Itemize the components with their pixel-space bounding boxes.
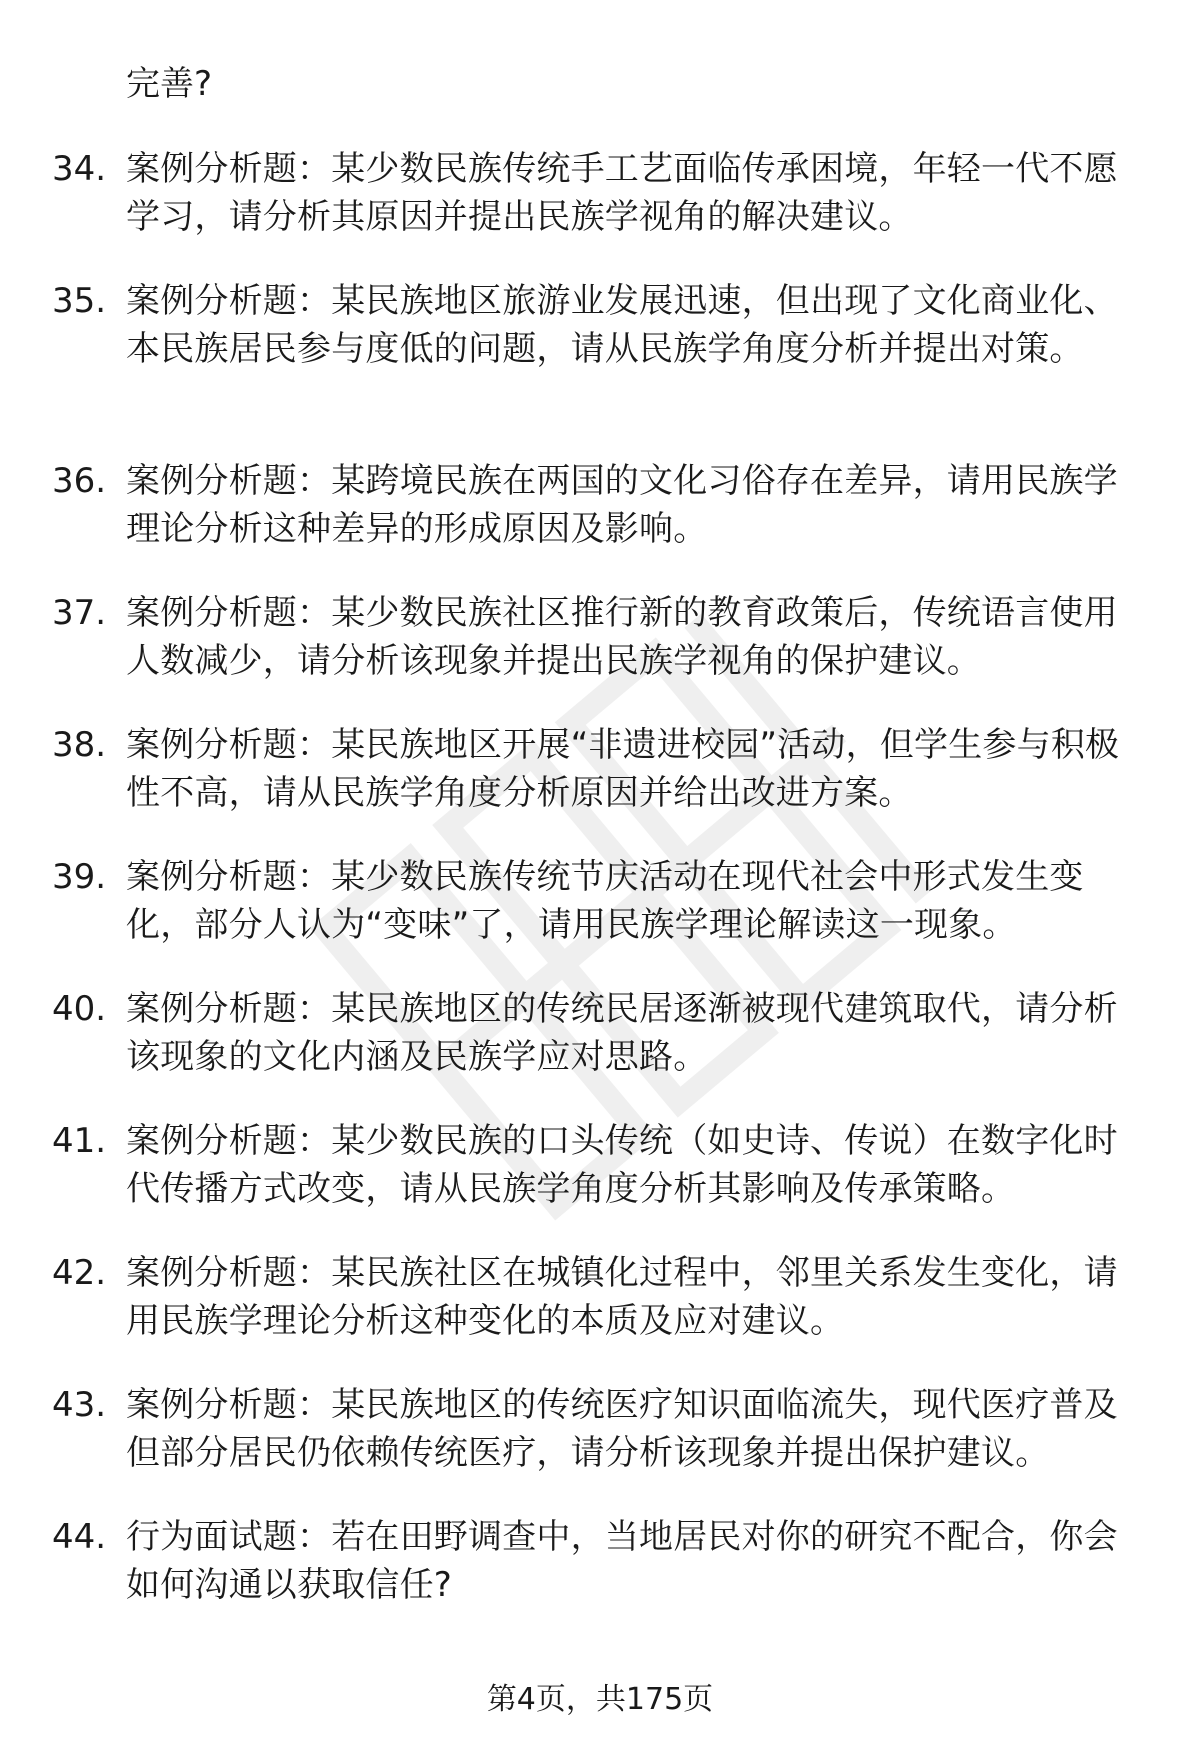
question-item [0,985,1200,1081]
page-footer: 第4页，共175页 [486,1682,714,1717]
question-item [0,1117,1200,1213]
question-number: 36. [52,461,107,501]
question-number: 39. [52,857,107,897]
continuation-text: 完善? [126,64,213,104]
question-number: 34. [52,149,107,189]
question-text: 案例分析题：某民族地区开展“非遗进校园”活动，但学生参与积极性不高，请从民族学角度分析原因并给出改进方案。 [126,725,1120,813]
question-item [0,145,1200,241]
question-item [0,721,1200,817]
question-list [0,145,1200,1645]
question-number: 41. [52,1121,107,1161]
question-item [0,457,1200,553]
question-item [0,589,1200,685]
question-number: 38. [52,725,107,765]
question-item [0,853,1200,949]
question-text: 案例分析题：某跨境民族在两国的文化习俗存在差异，请用民族学理论分析这种差异的形成原因及影响。 [126,461,1118,549]
question-text: 案例分析题：某少数民族的口头传统（如史诗、传说）在数字化时代传播方式改变，请从民族学角度分析其影响及传承策略。 [126,1121,1118,1209]
question-number: 37. [52,593,107,633]
question-text: 行为面试题：若在田野调查中，当地居民对你的研究不配合，你会如何沟通以获取信任? [126,1517,1118,1605]
question-number: 43. [52,1385,107,1425]
question-number: 42. [52,1253,107,1293]
question-item [0,277,1200,421]
question-number: 35. [52,281,107,321]
question-item [0,1249,1200,1345]
question-number: 44. [52,1517,107,1557]
question-item [0,1513,1200,1609]
question-text: 案例分析题：某民族地区的传统医疗知识面临流失，现代医疗普及但部分居民仍依赖传统医疗，请分析该现象并提出保护建议。 [126,1385,1118,1473]
question-text: 案例分析题：某少数民族传统节庆活动在现代社会中形式发生变化，部分人认为“变味”了，请用民族学理论解读这一现象。 [126,857,1084,945]
question-text: 案例分析题：某民族地区的传统民居逐渐被现代建筑取代，请分析该现象的文化内涵及民族学应对思路。 [126,989,1118,1077]
question-text: 案例分析题：某民族地区旅游业发展迅速，但出现了文化商业化、本民族居民参与度低的问题，请从民族学角度分析并提出对策。 [126,281,1118,369]
question-item [0,1381,1200,1477]
question-text: 案例分析题：某少数民族传统手工艺面临传承困境，年轻一代不愿学习，请分析其原因并提出民族学视角的解决建议。 [126,149,1118,237]
question-text: 案例分析题：某少数民族社区推行新的教育政策后，传统语言使用人数减少，请分析该现象并提出民族学视角的保护建议。 [126,593,1118,681]
question-number: 40. [52,989,107,1029]
question-text: 案例分析题：某民族社区在城镇化过程中，邻里关系发生变化，请用民族学理论分析这种变化的本质及应对建议。 [126,1253,1118,1341]
